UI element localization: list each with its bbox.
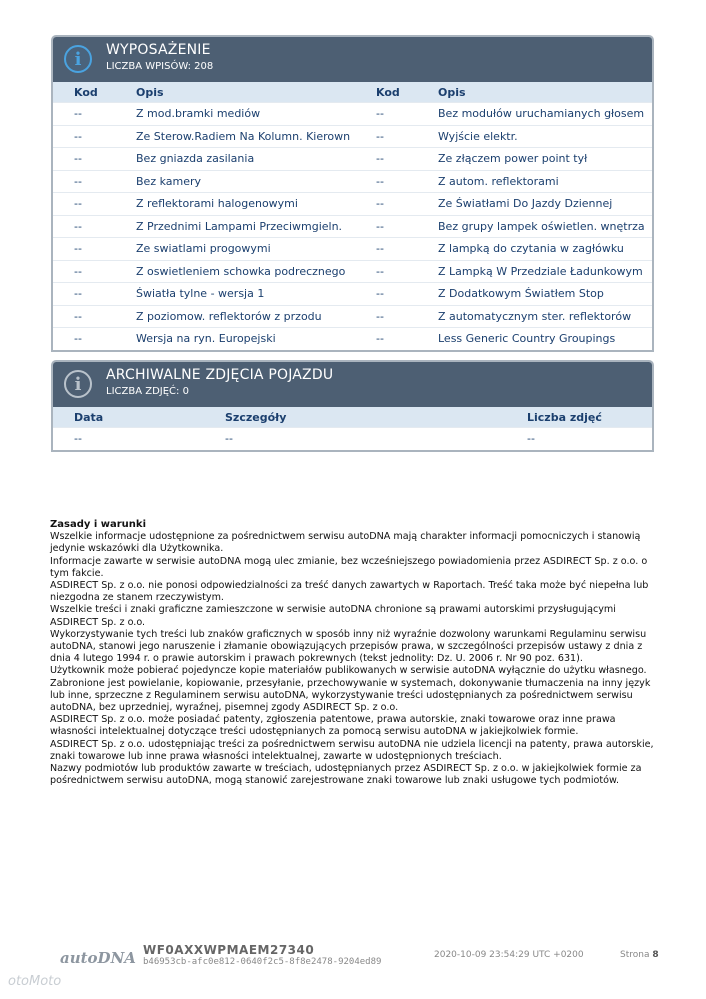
description-cell: Bez gniazda zasilania bbox=[136, 148, 376, 171]
terms-paragraph: Informacje zawarte w serwisie autoDNA mogą ulec zmianie, bez wcześniejszego powiadomienia przez ASDIRECT Sp. z o.o. o tym fakcie. bbox=[50, 555, 648, 579]
code-cell: -- bbox=[376, 148, 438, 171]
description-cell: Ze swiatlami progowymi bbox=[136, 238, 376, 261]
description-cell: Ze złączem power point tył bbox=[438, 148, 652, 171]
autodna-logo: autoDNA bbox=[60, 949, 136, 967]
equipment-title: WYPOSAŻENIE bbox=[106, 42, 211, 58]
table-row bbox=[53, 283, 652, 306]
equipment-header bbox=[53, 37, 652, 82]
description-cell: Wersja na ryn. Europejski bbox=[136, 328, 376, 350]
code-cell: -- bbox=[53, 328, 136, 350]
archive-photos-table bbox=[53, 407, 652, 450]
terms-paragraph: ASDIRECT Sp. z o.o. nie ponosi odpowiedzialności za treść danych zawartych w Raportach. Treść taka może być niepełna lub niezgodna ze stanem rzeczywistym. bbox=[50, 580, 649, 604]
terms-paragraph: Wykorzystywanie tych treści lub znaków graficznych w sposób inny niż wyraźnie dozwolony warunkami Regulaminu serwisu autoDNA, stanowi jego naruszenie i złamanie obowiązujących przepisów prawa, w szczególności przepisów ustawy z dnia z dnia 4 lutego 1994 r. o prawie autorskim i prawach pokrewnych (tekst jednolity: Dz. U. 2006 r. Nr 90 poz. 631). bbox=[50, 628, 647, 665]
page-number: 8 bbox=[652, 950, 659, 960]
code-cell: -- bbox=[376, 238, 438, 261]
terms-paragraph: Użytkownik może pobierać pojedyncze kopie materiałów publikowanych w serwisie autoDNA wyłącznie do użytku własnego. bbox=[50, 665, 647, 677]
code-cell: -- bbox=[376, 103, 438, 126]
description-cell: Bez kamery bbox=[136, 170, 376, 193]
equipment-panel bbox=[51, 35, 654, 352]
code-cell: -- bbox=[53, 260, 136, 283]
equipment-table bbox=[53, 82, 652, 350]
archive-photos-title: ARCHIWALNE ZDJĘCIA POJAZDU bbox=[106, 367, 334, 383]
description-cell: Z reflektorami halogenowymi bbox=[136, 193, 376, 216]
table-row bbox=[53, 125, 652, 148]
terms-section bbox=[50, 519, 660, 787]
page-label: Strona bbox=[620, 950, 650, 960]
table-row bbox=[53, 193, 652, 216]
table-row bbox=[53, 328, 652, 350]
column-header-description: Opis bbox=[136, 82, 376, 103]
code-cell: -- bbox=[376, 193, 438, 216]
description-cell: Z Przednimi Lampami Przeciwmgieln. bbox=[136, 215, 376, 238]
column-header-date: Data bbox=[53, 407, 225, 428]
description-cell: Z poziomow. reflektorów z przodu bbox=[136, 305, 376, 328]
table-row bbox=[53, 428, 652, 450]
code-cell: -- bbox=[376, 328, 438, 350]
column-header-code: Kod bbox=[53, 82, 136, 103]
description-cell: Z Lampką W Przedziale Ładunkowym bbox=[438, 260, 652, 283]
table-row bbox=[53, 103, 652, 126]
column-header-details: Szczegóły bbox=[225, 407, 527, 428]
description-cell: Wyjście elektr. bbox=[438, 125, 652, 148]
archive-photos-header bbox=[53, 362, 652, 407]
terms-paragraph: ASDIRECT Sp. z o.o. może posiadać patenty, zgłoszenia patentowe, prawa autorskie, znaki towarowe oraz inne prawa własności intelektualnej dotyczące treści udostępnianych za pomocą serwisu autoDNA w jakiejkolwiek formie. bbox=[50, 714, 616, 738]
date-cell: -- bbox=[53, 428, 225, 450]
description-cell: Z Dodatkowym Światłem Stop bbox=[438, 283, 652, 306]
code-cell: -- bbox=[376, 260, 438, 283]
details-cell: -- bbox=[225, 428, 527, 450]
otomoto-watermark: otoMoto bbox=[8, 974, 62, 989]
description-cell: Światła tylne - wersja 1 bbox=[136, 283, 376, 306]
description-cell: Z oswietleniem schowka podrecznego bbox=[136, 260, 376, 283]
equipment-count: LICZBA WPISÓW: 208 bbox=[106, 61, 214, 72]
code-cell: -- bbox=[376, 305, 438, 328]
code-cell: -- bbox=[53, 215, 136, 238]
terms-paragraph: Nazwy podmiotów lub produktów zawarte w treściach, udostępnianych przez ASDIRECT Sp. z o.o. w jakiejkolwiek formie za pośrednictwem serwisu autoDNA, mogą stanowić zarejestrowane znaki towarowe lub znaki usługowe tych podmiotów. bbox=[50, 763, 642, 787]
photo-count-cell: -- bbox=[527, 428, 652, 450]
terms-paragraph: Wszelkie informacje udostępnione za pośrednictwem serwisu autoDNA mają charakter informacji pomocniczych i stanowią jedynie wskazówki dla Użytkownika. bbox=[50, 531, 641, 555]
table-row bbox=[53, 148, 652, 171]
photo-count: LICZBA ZDJĘĆ: 0 bbox=[106, 386, 189, 397]
description-cell: Z autom. reflektorami bbox=[438, 170, 652, 193]
code-cell: -- bbox=[53, 125, 136, 148]
code-cell: -- bbox=[376, 283, 438, 306]
description-cell: Ze Sterow.Radiem Na Kolumn. Kierown bbox=[136, 125, 376, 148]
description-cell: Z automatycznym ster. reflektorów bbox=[438, 305, 652, 328]
equipment-table-header bbox=[53, 82, 652, 103]
report-hash: b46953cb-afc0e812-0640f2c5-8f8e2478-9204ed89 bbox=[143, 957, 382, 967]
page-indicator bbox=[620, 950, 659, 960]
report-timestamp: 2020-10-09 23:54:29 UTC +0200 bbox=[434, 950, 584, 960]
code-cell: -- bbox=[53, 103, 136, 126]
archive-photos-table-header bbox=[53, 407, 652, 428]
description-cell: Ze Światłami Do Jazdy Dziennej bbox=[438, 193, 652, 216]
table-row bbox=[53, 170, 652, 193]
code-cell: -- bbox=[53, 238, 136, 261]
terms-heading: Zasady i warunki bbox=[50, 519, 147, 530]
description-cell: Z lampką do czytania w zagłówku bbox=[438, 238, 652, 261]
terms-paragraph: Zabronione jest powielanie, kopiowanie, przesyłanie, przechowywanie w systemach, dokonywanie tłumaczenia na inny język lub inne, sprzeczne z Regulaminem serwisu autoDNA, wykorzystywanie treści udostępnianych za pośrednictwem serwisu autoDNA, bez uprzedniej, wyraźnej, pisemnej zgody ASDIRECT Sp. z o.o. bbox=[50, 677, 651, 714]
column-header-photo-count: Liczba zdjęć bbox=[527, 407, 652, 428]
description-cell: Bez grupy lampek oświetlen. wnętrza bbox=[438, 215, 652, 238]
column-header-description: Opis bbox=[438, 82, 652, 103]
table-row bbox=[53, 305, 652, 328]
code-cell: -- bbox=[53, 305, 136, 328]
code-cell: -- bbox=[376, 170, 438, 193]
code-cell: -- bbox=[53, 170, 136, 193]
description-cell: Z mod.bramki mediów bbox=[136, 103, 376, 126]
info-icon: i bbox=[64, 45, 92, 73]
code-cell: -- bbox=[53, 193, 136, 216]
table-row bbox=[53, 215, 652, 238]
code-cell: -- bbox=[376, 215, 438, 238]
archive-photos-panel bbox=[51, 360, 654, 452]
code-cell: -- bbox=[53, 148, 136, 171]
info-icon: i bbox=[64, 370, 92, 398]
vin-number: WF0AXXWPMAEM27340 bbox=[143, 943, 315, 957]
column-header-code: Kod bbox=[376, 82, 438, 103]
terms-paragraph: Wszelkie treści i znaki graficzne zamieszczone w serwisie autoDNA chronione są prawami autorskimi przysługującymi ASDIRECT Sp. z o.o. bbox=[50, 604, 616, 628]
code-cell: -- bbox=[376, 125, 438, 148]
table-row bbox=[53, 260, 652, 283]
code-cell: -- bbox=[53, 283, 136, 306]
description-cell: Bez modułów uruchamianych głosem bbox=[438, 103, 652, 126]
table-row bbox=[53, 238, 652, 261]
terms-paragraph: ASDIRECT Sp. z o.o. udostępniając treści za pośrednictwem serwisu autoDNA nie udziela licencji na patenty, prawa autorskie, znaki towarowe lub inne prawa własności intelektualnej, zawarte w udostępnionych treściach. bbox=[50, 738, 654, 762]
description-cell: Less Generic Country Groupings bbox=[438, 328, 652, 350]
